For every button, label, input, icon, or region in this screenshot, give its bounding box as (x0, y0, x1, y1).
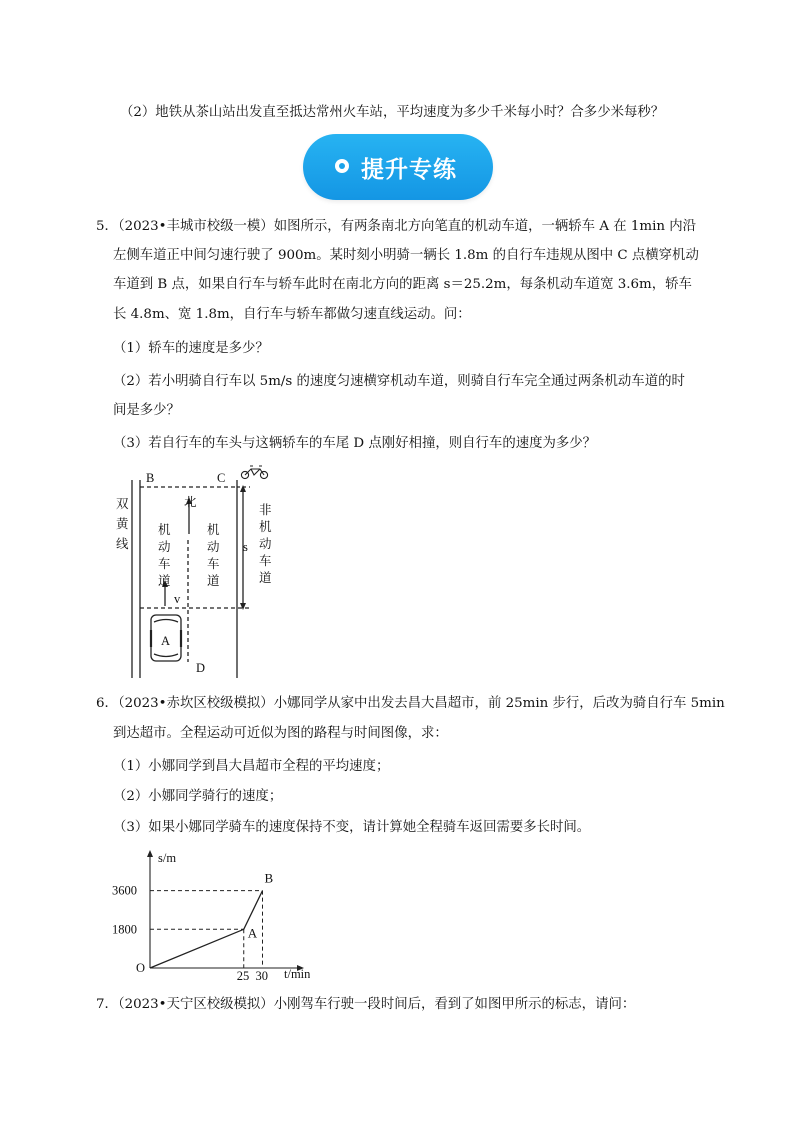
label-v: v (174, 592, 181, 606)
lane-left-4: 道 (158, 574, 171, 588)
road-figure (100, 462, 290, 680)
st-chart (110, 848, 310, 980)
lane-left-1: 机 (158, 523, 171, 537)
q4-part2: （2）地铁从茶山站出发直至抵达常州火车站，平均速度为多少千米每小时？合多少米每秒？ (120, 105, 665, 120)
non-motor-2: 机 (259, 520, 272, 534)
double-yellow-2: 黄 (116, 517, 129, 531)
car-front (154, 620, 178, 623)
point-label-A: A (247, 925, 258, 941)
banner-label: 提升专练 (361, 157, 457, 183)
y-axis-label: s/m (158, 851, 177, 865)
x-tick-25: 25 (236, 969, 250, 980)
q5-sub2a: （2）若小明骑自行车以 5m/s 的速度匀速横穿机动车道，则骑自行车完全通过两条机动车道的时 (113, 374, 685, 389)
car-rear (154, 654, 178, 657)
q6-sub2: （2）小娜同学骑行的速度； (113, 789, 283, 804)
practice-banner (303, 134, 493, 200)
origin-label: O (136, 961, 146, 975)
q5-sub3: （3）若自行车的车头与这辆轿车的车尾 D 点刚好相撞，则自行车的速度为多少？ (113, 436, 597, 451)
q5-sub1: （1）轿车的速度是多少？ (113, 341, 269, 356)
label-b: B (146, 471, 155, 485)
non-motor-1: 非 (259, 503, 272, 517)
non-motor-5: 道 (259, 571, 272, 585)
non-motor-3: 动 (259, 537, 272, 551)
lane-right-4: 道 (207, 574, 220, 588)
label-c: C (217, 471, 226, 485)
q6-line2: 到达超市。全程运动可近似为图的路程与时间图像，求： (113, 726, 448, 741)
q5-line1: 5．（2023•丰城市校级一模）如图所示，有两条南北方向笔直的机动车道，一辆轿车 A 在 1min 内沿 (96, 219, 697, 234)
q6-line1: 6．（2023•赤坎区校级模拟）小娜同学从家中出发去昌大昌超市，前 25min 步行，后改为骑自行车 5min (96, 696, 725, 711)
x-axis-label: t/min (284, 967, 310, 980)
bicycle-icon (241, 466, 267, 479)
q5-sub2b: 间是多少？ (113, 403, 180, 418)
x-tick-30: 30 (255, 969, 268, 980)
y-tick-3600: 3600 (112, 883, 137, 898)
y-axis-arrow (147, 850, 153, 857)
label-s: s (243, 540, 248, 554)
q6-sub3: （3）如果小娜同学骑车的速度保持不变，请计算她全程骑车返回需要多长时间。 (113, 820, 591, 835)
q6-sub1: （1）小娜同学到昌大昌超市全程的平均速度； (113, 759, 390, 774)
label-d: D (196, 661, 206, 675)
y-tick-1800: 1800 (112, 922, 137, 937)
double-yellow-3: 线 (116, 537, 129, 551)
q5-line2: 左侧车道正中间匀速行驶了 900m。某时刻小明骑一辆长 1.8m 的自行车违规从图中 C 点横穿机动 (113, 248, 699, 263)
point-label-B: B (264, 870, 274, 886)
lane-left-3: 车 (158, 557, 171, 571)
q7-line1: 7．（2023•天宁区校级模拟）小刚驾车行驶一段时间后，看到了如图甲所示的标志，请问： (96, 997, 636, 1012)
non-motor-4: 车 (259, 554, 272, 568)
double-yellow-1: 双 (116, 497, 129, 511)
label-north: 北 (184, 495, 197, 509)
q5-line3: 车道到 B 点，如果自行车与轿车此时在南北方向的距离 s＝25.2m，每条机动车道宽 3.6m，轿车 (113, 277, 692, 292)
banner-dot-icon (335, 159, 349, 173)
label-a: A (161, 634, 171, 648)
lane-left-2: 动 (158, 540, 171, 554)
lane-right-1: 机 (207, 523, 220, 537)
lane-right-2: 动 (207, 540, 220, 554)
q5-line4: 长 4.8m、宽 1.8m，自行车与轿车都做匀速直线运动。问： (113, 307, 471, 322)
lane-right-3: 车 (207, 557, 220, 571)
